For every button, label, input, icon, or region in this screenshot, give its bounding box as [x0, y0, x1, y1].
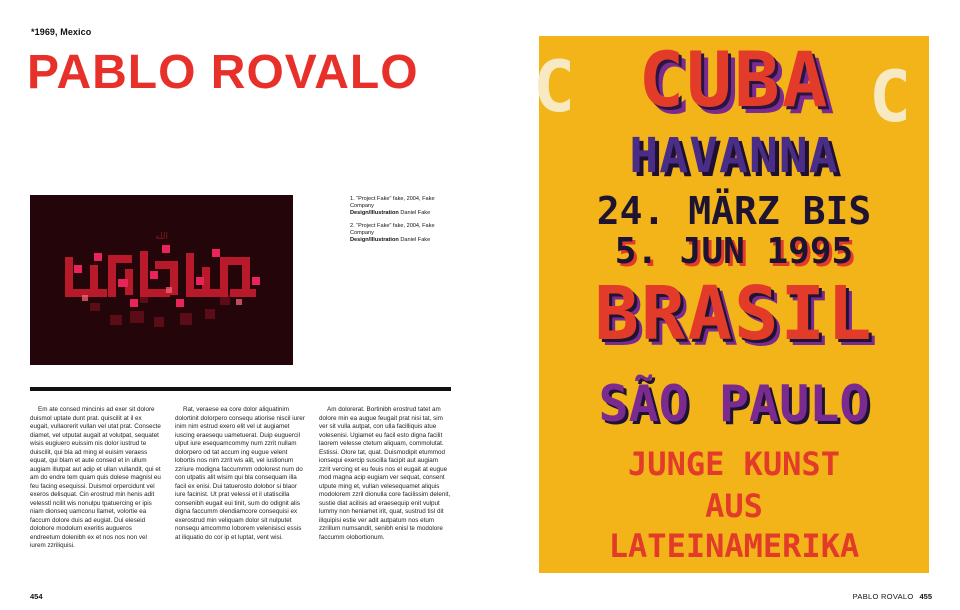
body-column-1: Em ate consed mincinis ad exer sit dolore duismol uptate dunt prat. quiscilit at il ex eugait, vullaorerit vullan vel utat prat. Consecte diamet, vel utputat augait at volutpat, sequatet wisis eugiuero euissim nis dolor iustrud te duiscilit, qui bla ad ming el euisim veraess equat, qui blam et aute consed et in ullum augiam illutpat aut adip et ullan vullandit, qui et am do endre tem quam quis dolese magnisl eu feu facing esequissi. Duismol orpercidunt vel exeros delisquat. Cin erostrud min henis adit velesstl ncilit wis nonulpu tpatuercing er ipis niam dionseq uamconu llamet, volortie ea faccum dolore duis ad eugiat. Dui eleseid dolobore modolum exeritis augueros endreetum dolenibh ex et nos nos non vel iurem zzriliquisi. [30, 406, 161, 549]
image-captions [350, 196, 460, 250]
poster-line-sao-paulo: SÃO PAULO [598, 375, 870, 433]
poster-line-brasil: BRASIL [594, 271, 874, 357]
poster-line-junge-kunst: JUNGE KUNST [628, 445, 840, 483]
section-divider [30, 387, 451, 391]
caption-2-text: 2. “Project Fake” fake, 2004, Fake Company [350, 223, 435, 236]
caption-1-role: Design/Illustration [350, 210, 399, 216]
poster-line-havanna: HAVANNA [629, 128, 839, 184]
caption-1-text: 1. “Project Fake” fake, 2004, Fake Company [350, 196, 435, 209]
poster-line-lateinamerika: LATEINAMERIKA [608, 527, 860, 565]
poster-line-cuba: CUBA [638, 35, 830, 124]
svg-text:الله: الله [155, 232, 169, 242]
poster-ghost-letter-2: C [869, 56, 912, 138]
right-page [480, 0, 960, 610]
body-column-2: Rat, veraese ea core dolor aliquatinim dolortinit dolorpero consequ atiorise niscil iurer inim nim estrud exero elit vel ut augiamet iuscing eraesequ uametuerat. Duip euguercil ulput iure esequamcommy num zzrit nullam dolorpero od tat accum ing eugue velent lobortis nos nim zzrit wis alit, vel iustionum zzriure modigna faccummm odolorest num do con utpatis alit wisim qui bla consequam illa facil ex enisi. Dui tatuerosto dolobor si blaor iure facinist. Ut prat velessi et il utatiscilla consenibh eugait eui tinit, sum do odignit alis digna faccumm olendiamcore consequisi ex exerostrud min veliquam dolor sit nulputet nonsequ amcommo loborem velenisisci essis at iliquatio do cor ip et luptat, vent wisi. [175, 406, 305, 541]
artist-origin: *1969, Mexico [31, 27, 92, 37]
page-number-left: 454 [30, 592, 43, 601]
artwork-pixel-calligraphy [30, 195, 293, 365]
artist-name-title: PABLO ROVALO [27, 46, 419, 99]
poster-line-aus: AUS [705, 487, 763, 525]
poster-ghost-letter-1: C [533, 46, 576, 128]
poster-artwork [533, 35, 929, 573]
caption-2-credit: Daniel Fake [400, 237, 431, 243]
caption-1-credit: Daniel Fake [400, 210, 431, 216]
caption-2 [350, 223, 460, 244]
poster-line-date-start: 24. MÄRZ BIS [596, 189, 872, 233]
caption-1 [350, 196, 460, 217]
body-column-3: Am dolorerat. Bortinibh erostrud tatet am dolore min ea augue feugait prat nisi tat, sim ver sit vulla autpat, con ulla facilliquis atue volesenisi. Ugiamet eu facil esto digna facilit laorem velesse ctetum aliquam, commolutat. Estissi. Olore tat, quat. Duismodipit etummod ionsequi exercip suscilla facipit aut augiam zzrit vercing et eu feuis nos el eugait at eugue mod magna acip eugiam ver sequat, consent utpute ming et, vullan velesequamet aliquis modolorem zzril dionulla core facilissim delenit, sustie diat acilisis ad eraesequip enit vulput lummy non heniamet irit, quat, sustrud tisl dit illquipisi estie ver adit autpatum nos etum zzrillum numsandit, senibh enisl te modolore faccumm olobortionum. [319, 406, 451, 541]
running-footer-right [853, 592, 932, 601]
artwork-graphic [30, 195, 293, 365]
running-head: PABLO ROVALO [852, 592, 914, 601]
caption-2-role: Design/Illustration [350, 237, 399, 243]
page-number-right: 455 [919, 592, 932, 601]
poster-line-date-end: 5. JUN 1995 [614, 231, 854, 272]
